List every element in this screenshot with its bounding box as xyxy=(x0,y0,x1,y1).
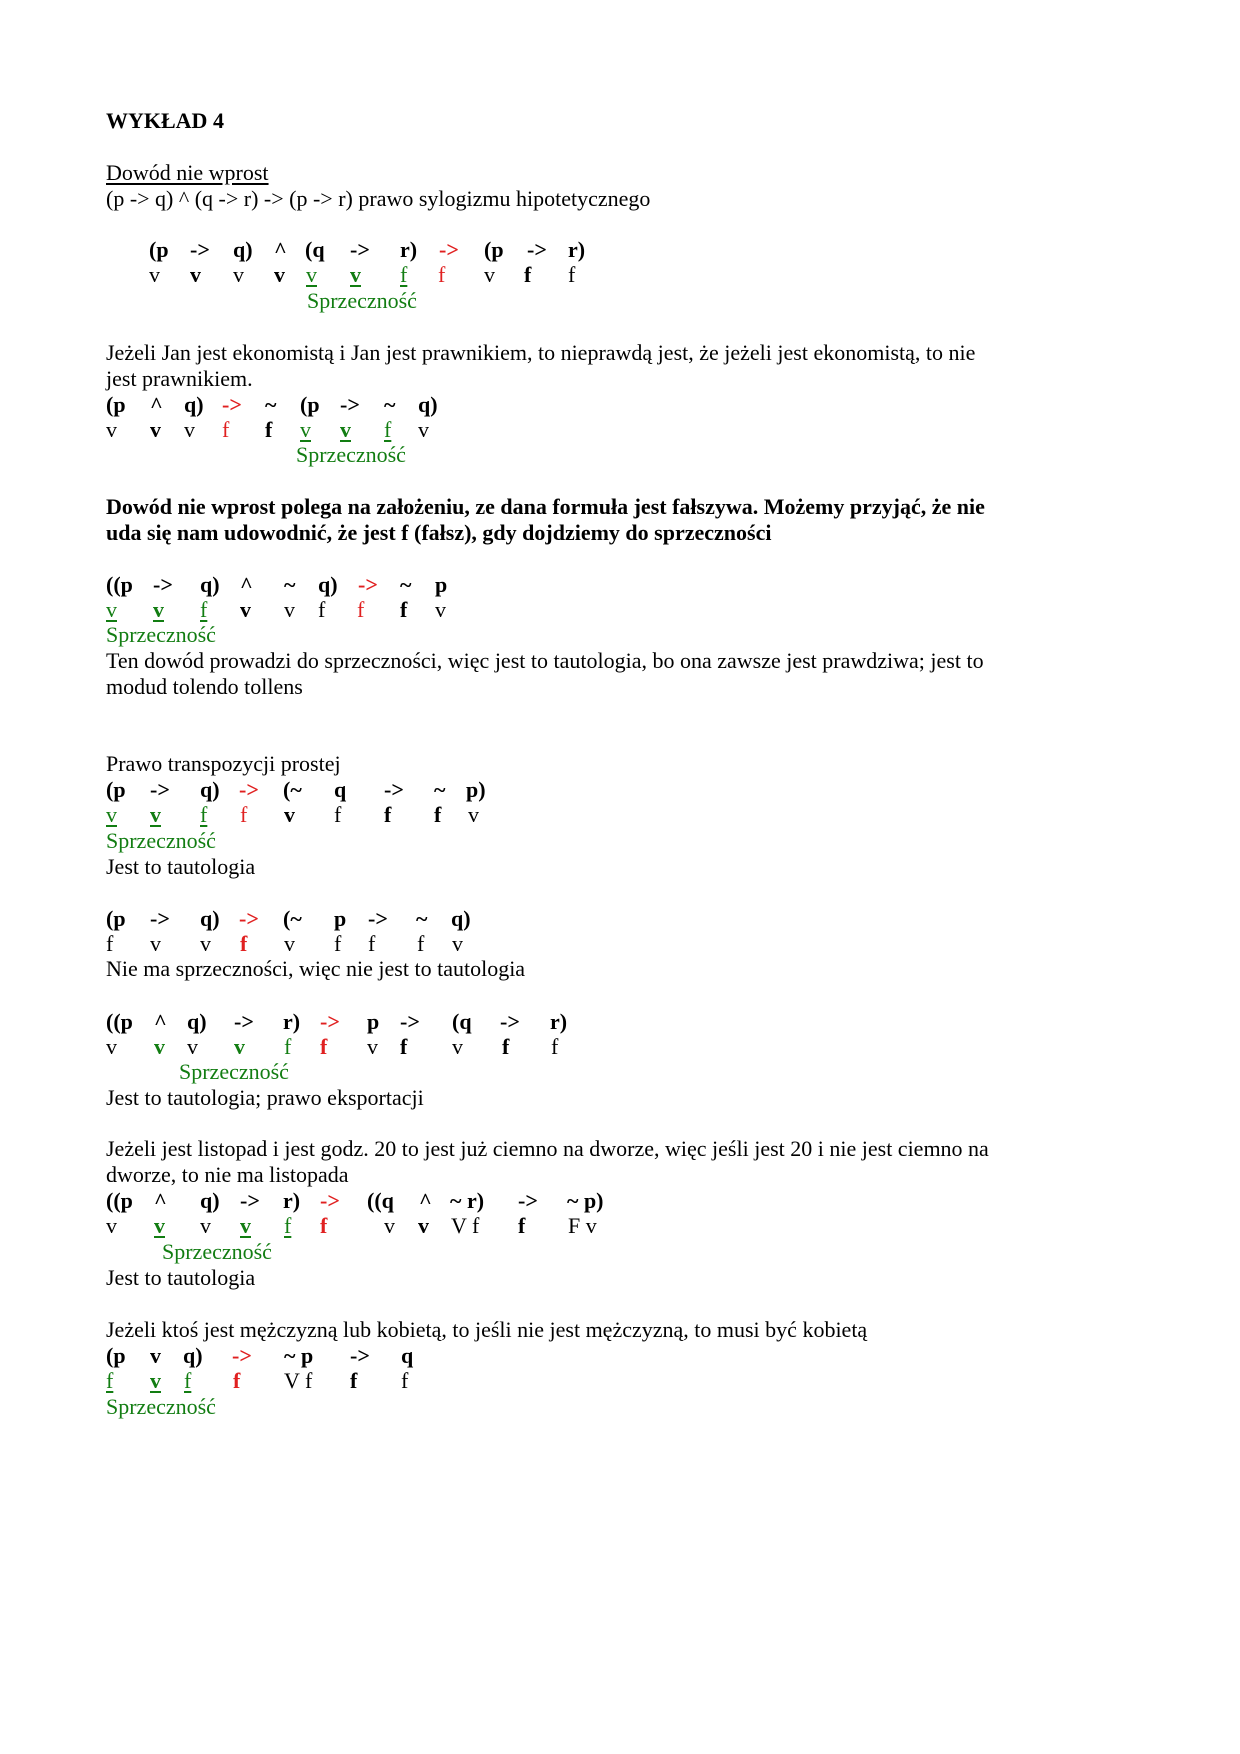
formula-token: ^ xyxy=(419,1188,432,1213)
formula-token: r) xyxy=(400,237,418,262)
truth-value-main: f xyxy=(320,1034,328,1059)
truth-value-contradiction: f xyxy=(106,1368,114,1393)
example-sentence-line: Jeżeli jest listopad i jest godz. 20 to jest już ciemno na dworze, więc jeśli jest 20 i nie jest ciemno na xyxy=(106,1136,989,1161)
truth-value-contradiction: f xyxy=(400,262,408,287)
truth-value: v xyxy=(367,1034,378,1059)
formula-token: p xyxy=(435,572,448,597)
formula-token: r) xyxy=(550,1009,568,1034)
formula-token: ^ xyxy=(154,1009,167,1034)
truth-value-main: f xyxy=(222,417,230,442)
formula-token-main-implication: -> xyxy=(320,1188,340,1213)
truth-value-contradiction: f xyxy=(384,417,392,442)
contradiction-label: Sprzeczność xyxy=(307,288,417,313)
formula-token: q) xyxy=(451,906,471,931)
truth-value: v xyxy=(106,1034,117,1059)
truth-value-contradiction: v xyxy=(300,417,311,442)
formula-token-main-implication: -> xyxy=(320,1009,340,1034)
truth-value: F v xyxy=(568,1213,597,1238)
truth-value: f xyxy=(350,1368,358,1393)
formula-token: q xyxy=(401,1343,414,1368)
truth-value: v xyxy=(200,931,211,956)
truth-value: f xyxy=(334,802,342,827)
formula-token: ^ xyxy=(240,572,253,597)
contradiction-label: Sprzeczność xyxy=(106,1394,216,1419)
truth-value-contradiction: v xyxy=(106,597,117,622)
truth-value: f xyxy=(524,262,532,287)
truth-value: v xyxy=(384,1213,395,1238)
truth-value: v xyxy=(240,597,251,622)
truth-value-contradiction: f xyxy=(200,597,208,622)
formula-token: -> xyxy=(150,777,170,802)
truth-value-main: f xyxy=(357,597,365,622)
formula-token: (p xyxy=(106,777,126,802)
formula-token: ~ xyxy=(416,906,428,931)
formula-token: q) xyxy=(200,906,220,931)
formula-token: -> xyxy=(384,777,404,802)
truth-value-main: f xyxy=(320,1213,328,1238)
formula-token: q) xyxy=(200,572,220,597)
formula-token: -> xyxy=(518,1188,538,1213)
formula-token: (p xyxy=(106,906,126,931)
formula-token: q) xyxy=(318,572,338,597)
formula-token: -> xyxy=(153,572,173,597)
formula-token-main-implication: -> xyxy=(239,906,259,931)
conclusion-line: Jest to tautologia xyxy=(106,854,256,879)
formula-token: q) xyxy=(183,1343,203,1368)
formula-token: ~ xyxy=(265,392,277,417)
truth-value-contradiction: f xyxy=(200,802,208,827)
truth-value: v xyxy=(233,262,244,287)
conclusion-line: Jest to tautologia xyxy=(106,1265,256,1290)
truth-value: v xyxy=(284,802,295,827)
truth-value-contradiction: f xyxy=(284,1213,292,1238)
formula-token: ((q xyxy=(367,1188,394,1213)
truth-value-contradiction: v xyxy=(150,1368,161,1393)
formula-token: r) xyxy=(283,1188,301,1213)
formula-token: p xyxy=(334,906,347,931)
truth-value: v xyxy=(149,262,160,287)
contradiction-label: Sprzeczność xyxy=(162,1239,272,1264)
truth-value: f xyxy=(502,1034,510,1059)
truth-value: v xyxy=(418,417,429,442)
truth-value: f xyxy=(318,597,326,622)
formula-token: -> xyxy=(350,1343,370,1368)
formula-token: ((p xyxy=(106,1188,133,1213)
example-sentence-line: dworze, to nie ma listopada xyxy=(106,1162,349,1187)
formula-token-main-implication: -> xyxy=(222,392,242,417)
transposition-heading: Prawo transpozycji prostej xyxy=(106,751,341,776)
truth-value-contradiction: v xyxy=(340,417,351,442)
truth-value: v xyxy=(468,802,479,827)
truth-value-main: f xyxy=(240,931,248,956)
formula-token: -> xyxy=(150,906,170,931)
formula-token: r) xyxy=(568,237,586,262)
example-sentence-line: Jeżeli Jan jest ekonomistą i Jan jest prawnikiem, to nieprawdą jest, że jeżeli jest ekonomistą, to nie xyxy=(106,340,976,365)
formula-token: ~ p) xyxy=(567,1188,604,1213)
contradiction-label: Sprzeczność xyxy=(296,442,406,467)
truth-value-contradiction: v xyxy=(154,1034,165,1059)
contradiction-label: Sprzeczność xyxy=(179,1059,289,1084)
truth-value-contradiction: f xyxy=(184,1368,192,1393)
formula-token: (~ xyxy=(283,777,302,802)
conclusion-line: Ten dowód prowadzi do sprzeczności, więc jest to tautologia, bo ona zawsze jest prawdziwa; jest to xyxy=(106,648,984,673)
formula-token: q) xyxy=(233,237,253,262)
truth-value-contradiction: v xyxy=(240,1213,251,1238)
truth-value: f xyxy=(400,1034,408,1059)
formula-token: (p xyxy=(300,392,320,417)
truth-value: f xyxy=(400,597,408,622)
formula-token-main-implication: -> xyxy=(358,572,378,597)
page-title: WYKŁAD 4 xyxy=(106,108,224,133)
formula-token: (q xyxy=(452,1009,472,1034)
truth-value-contradiction: f xyxy=(284,1034,292,1059)
formula-token-main-implication: -> xyxy=(439,237,459,262)
truth-value: v xyxy=(452,1034,463,1059)
truth-value-main: f xyxy=(438,262,446,287)
formula-token: (p xyxy=(106,1343,126,1368)
section-heading-indirect-proof: Dowód nie wprost xyxy=(106,160,269,185)
formula-token-main-implication: -> xyxy=(232,1343,252,1368)
truth-value: f xyxy=(568,262,576,287)
formula-token: (~ xyxy=(283,906,302,931)
truth-value: f xyxy=(384,802,392,827)
formula-token: q) xyxy=(187,1009,207,1034)
formula-token: -> xyxy=(527,237,547,262)
example-sentence-line: jest prawnikiem. xyxy=(106,366,253,391)
formula-token: ~ xyxy=(434,777,446,802)
truth-value: v xyxy=(184,417,195,442)
formula-token: ^ xyxy=(274,237,287,262)
formula-token: ~ xyxy=(284,572,296,597)
truth-value: v xyxy=(452,931,463,956)
truth-value: v xyxy=(418,1213,429,1238)
truth-value: f xyxy=(551,1034,559,1059)
truth-value: v xyxy=(106,1213,117,1238)
truth-value: v xyxy=(284,931,295,956)
truth-value-contradiction: v xyxy=(306,262,317,287)
bold-explanation-line: uda się nam udowodnić, że jest f (fałsz), gdy dojdziemy do sprzeczności xyxy=(106,520,772,545)
formula-token: q) xyxy=(184,392,204,417)
conclusion-line: Nie ma sprzeczności, więc nie jest to tautologia xyxy=(106,956,526,981)
formula-token: q) xyxy=(200,1188,220,1213)
hypothetical-syllogism-formula: (p -> q) ^ (q -> r) -> (p -> r) prawo sylogizmu hipotetycznego xyxy=(106,186,651,211)
formula-token: -> xyxy=(350,237,370,262)
conclusion-line: Jest to tautologia; prawo eksportacji xyxy=(106,1085,424,1110)
formula-token: ((p xyxy=(106,572,133,597)
truth-value: v xyxy=(484,262,495,287)
truth-value: f xyxy=(265,417,273,442)
truth-value: f xyxy=(417,931,425,956)
truth-value: v xyxy=(435,597,446,622)
formula-token: ~ r) xyxy=(450,1188,485,1213)
formula-token: -> xyxy=(190,237,210,262)
truth-value: f xyxy=(368,931,376,956)
conclusion-line: modud tolendo tollens xyxy=(106,674,303,699)
formula-token: -> xyxy=(340,392,360,417)
bold-explanation-line: Dowód nie wprost polega na założeniu, ze dana formuła jest fałszywa. Możemy przyjąć, że nie xyxy=(106,494,985,519)
formula-token: -> xyxy=(400,1009,420,1034)
truth-value-contradiction: v xyxy=(234,1034,245,1059)
formula-token: (p xyxy=(106,392,126,417)
formula-token: ^ xyxy=(150,392,163,417)
truth-value-contradiction: v xyxy=(153,597,164,622)
formula-token: -> xyxy=(368,906,388,931)
formula-token: r) xyxy=(283,1009,301,1034)
formula-token: (q xyxy=(305,237,325,262)
truth-value: v xyxy=(106,417,117,442)
truth-value: v xyxy=(150,931,161,956)
truth-value: v xyxy=(187,1034,198,1059)
formula-token: ~ xyxy=(384,392,396,417)
truth-value-contradiction: v xyxy=(154,1213,165,1238)
formula-token: p) xyxy=(466,777,486,802)
truth-value-main: f xyxy=(240,802,248,827)
truth-value: v xyxy=(190,262,201,287)
truth-value: v xyxy=(274,262,285,287)
truth-value: V f xyxy=(284,1368,313,1393)
contradiction-label: Sprzeczność xyxy=(106,622,216,647)
truth-value: f xyxy=(518,1213,526,1238)
formula-token: ^ xyxy=(154,1188,167,1213)
formula-token: -> xyxy=(234,1009,254,1034)
truth-value: v xyxy=(284,597,295,622)
truth-value-contradiction: v xyxy=(350,262,361,287)
truth-value: V f xyxy=(451,1213,480,1238)
formula-token: q) xyxy=(200,777,220,802)
formula-token: ~ p xyxy=(284,1343,314,1368)
formula-token: q) xyxy=(418,392,438,417)
formula-token: (p xyxy=(484,237,504,262)
formula-token-main-implication: -> xyxy=(239,777,259,802)
formula-token: -> xyxy=(500,1009,520,1034)
truth-value: f xyxy=(434,802,442,827)
formula-token: p xyxy=(367,1009,380,1034)
example-sentence-line: Jeżeli ktoś jest mężczyzną lub kobietą, to jeśli nie jest mężczyzną, to musi być kobietą xyxy=(106,1317,868,1342)
formula-token: (p xyxy=(149,237,169,262)
formula-token: ~ xyxy=(400,572,412,597)
formula-token: q xyxy=(334,777,347,802)
formula-token: -> xyxy=(240,1188,260,1213)
truth-value: v xyxy=(150,417,161,442)
truth-value-main: f xyxy=(233,1368,241,1393)
truth-value: f xyxy=(334,931,342,956)
contradiction-label: Sprzeczność xyxy=(106,828,216,853)
truth-value: f xyxy=(401,1368,409,1393)
truth-value: v xyxy=(200,1213,211,1238)
formula-token: ((p xyxy=(106,1009,133,1034)
truth-value-contradiction: v xyxy=(106,802,117,827)
formula-token: v xyxy=(150,1343,161,1368)
truth-value: f xyxy=(106,931,114,956)
truth-value-contradiction: v xyxy=(150,802,161,827)
